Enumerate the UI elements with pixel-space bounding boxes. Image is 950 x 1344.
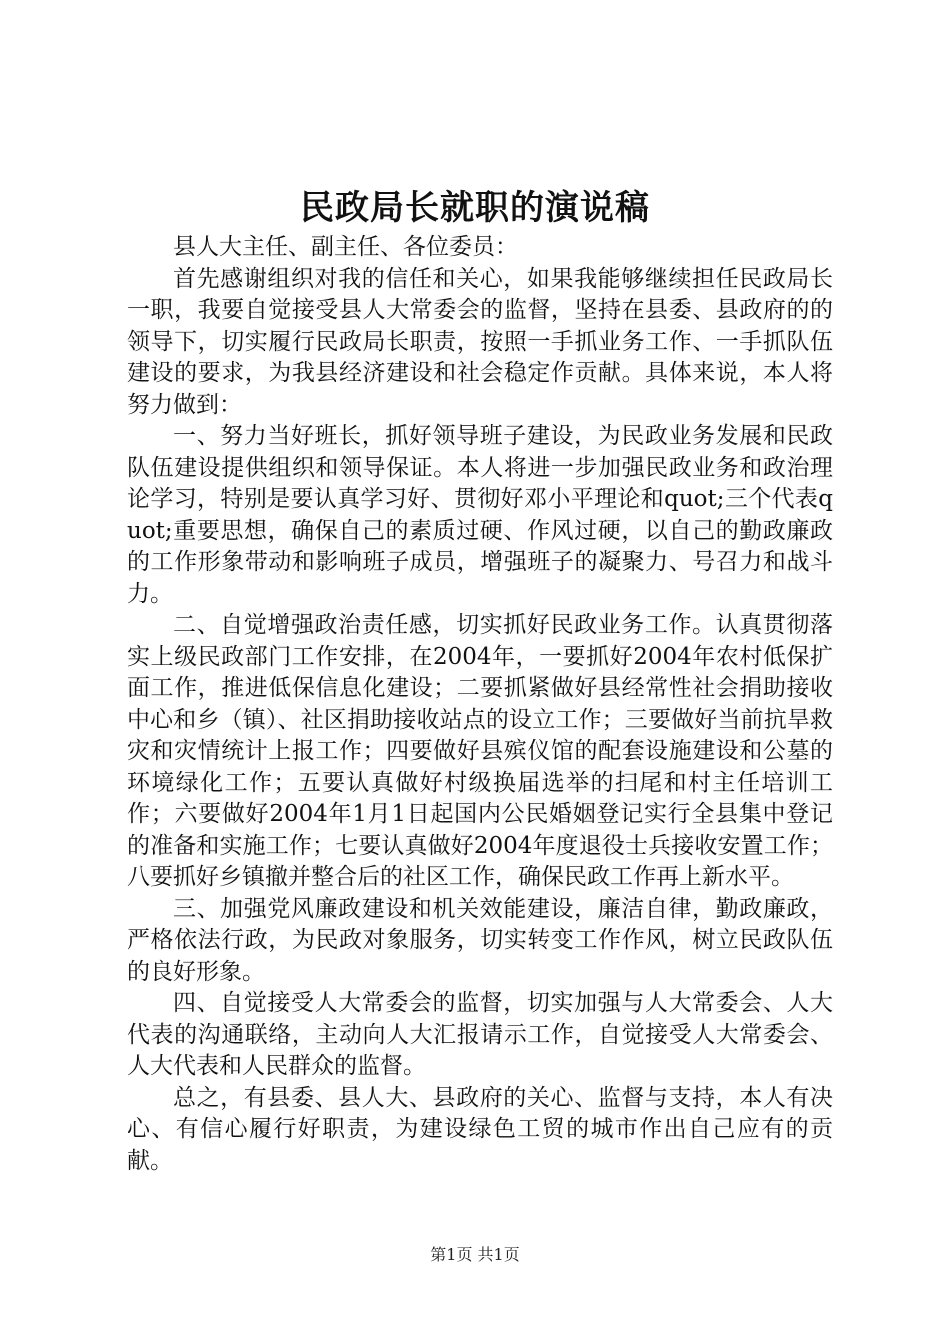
document-title: 民政局长就职的演说稿 <box>300 188 650 228</box>
point-one-paragraph: 一、努力当好班长，抓好领导班子建设，为民政业务发展和民政队伍建设提供组织和领导保证。本人将进一步加强民政业务和政治理论学习，特别是要认真学习好、贯彻好邓小平理论和quot;三个代表quot;重要思想，确保自己的素质过硬、作风过硬，以自己的勤政廉政的工作形象带动和影响班子成员，增强班子的凝聚力、号召力和战斗力。 <box>127 423 833 607</box>
conclusion-paragraph: 总之，有县委、县人大、县政府的关心、监督与支持，本人有决心、有信心履行好职责，为建设绿色工贸的城市作出自己应有的贡献。 <box>127 1084 833 1174</box>
document-body <box>127 232 833 1177</box>
intro-paragraph: 首先感谢组织对我的信任和关心，如果我能够继续担任民政局长一职，我要自觉接受县人大常委会的监督，坚持在县委、县政府的的领导下，切实履行民政局长职责，按照一手抓业务工作、一手抓队伍建设的要求，为我县经济建设和社会稳定作贡献。具体来说，本人将努力做到： <box>127 265 833 418</box>
page-footer: 第1页 共1页 <box>430 1245 520 1264</box>
salutation-paragraph: 县人大主任、副主任、各位委员： <box>173 234 518 260</box>
point-two-paragraph: 二、自觉增强政治责任感，切实抓好民政业务工作。认真贯彻落实上级民政部门工作安排，在2004年，一要抓好2004年农村低保扩面工作，推进低保信息化建设；二要抓紧做好县经常性社会捐助接收中心和乡（镇）、社区捐助接收站点的设立工作；三要做好当前抗旱救灾和灾情统计上报工作；四要做好县殡仪馆的配套设施建设和公墓的环境绿化工作；五要认真做好村级换届选举的扫尾和村主任培训工作；六要做好2004年1月1日起国内公民婚姻登记实行全县集中登记的准备和实施工作；七要认真做好2004年度退役士兵接收安置工作；八要抓好乡镇撤并整合后的社区工作，确保民政工作再上新水平。 <box>127 612 833 890</box>
point-four-paragraph: 四、自觉接受人大常委会的监督，切实加强与人大常委会、人大代表的沟通联络，主动向人大汇报请示工作，自觉接受人大常委会、人大代表和人民群众的监督。 <box>127 990 833 1079</box>
point-three-paragraph: 三、加强党风廉政建设和机关效能建设，廉洁自律，勤政廉政，严格依法行政，为民政对象服务，切实转变工作作风，树立民政队伍的良好形象。 <box>127 895 833 985</box>
